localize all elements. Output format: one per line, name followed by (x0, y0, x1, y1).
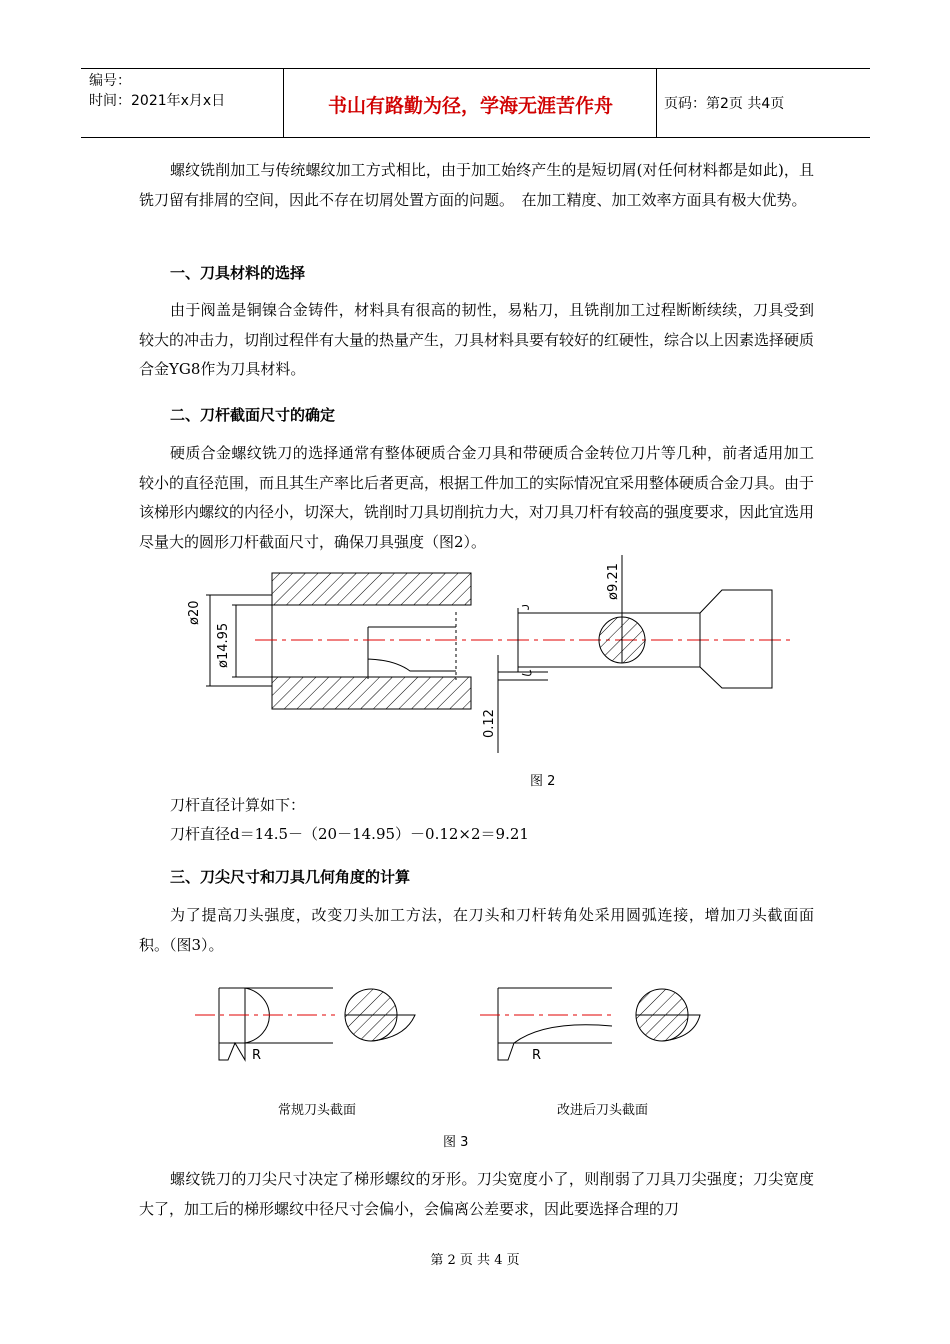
calc-label: 刀杆直径计算如下： (170, 796, 306, 814)
header-number-label: 编号： (89, 73, 131, 89)
section-1-heading: 一、刀具材料的选择 (170, 264, 306, 282)
calc-formula: 刀杆直径d＝14.5－（20－14.95）－0.12×2＝9.21 (170, 825, 529, 843)
header-time-label: 时间：2021年x月x日 (89, 93, 226, 109)
intro-paragraph: 螺纹铣削加工与传统螺纹加工方式相比，由于加工始终产生的是短切屑(对任何材料都是如此)，且铣刀留有排屑的空间，因此不存在切屑处置方面的问题。 在加工精度、加工效率方面具有极大优势。 (139, 161, 814, 209)
radius-label-right: R (532, 1048, 542, 1063)
dim-tool-label: ø9.21 (606, 563, 621, 600)
radius-label-left: R (252, 1048, 262, 1063)
dim-outer-label: ø20 (187, 600, 202, 625)
dim-gap-label: 0.12 (482, 709, 497, 738)
dim-inner-label: ø14.95 (216, 622, 231, 668)
header-motto: 书山有路勤为径，学海无涯苦作舟 (327, 95, 613, 117)
section-2-heading: 二、刀杆截面尺寸的确定 (170, 406, 336, 424)
figure-3-right-label: 改进后刀头截面 (557, 1103, 649, 1118)
figure-3-left-label: 常规刀头截面 (278, 1103, 357, 1118)
figure-2-caption: 图 2 (530, 774, 556, 789)
section-3-heading: 三、刀尖尺寸和刀具几何角度的计算 (170, 868, 411, 886)
section-1-paragraph: 由于阀盖是铜镍合金铸件，材料具有很高的韧性，易粘刀，且铣削加工过程断断续续，刀具受到较大的冲击力，切削过程伴有大量的热量产生，刀具材料具要有较好的红硬性，综合以上因素选择硬质合金YG8作为刀具材料。 (139, 301, 815, 378)
section-2-paragraph: 硬质合金螺纹铣刀的选择通常有整体硬质合金刀具和带硬质合金转位刀片等几种，前者适用加工较小的直径范围，而且其生产率比后者更高，根据工件加工的实际情况宜采用整体硬质合金刀具。由于该梯形内螺纹的内径小，切深大，铣削时刀具切削抗力大，对刀具刀杆有较高的强度要求，因此宜选用尽量大的圆形刀杆截面尺寸，确保刀具强度（图2）。 (139, 444, 815, 551)
figure-3-caption: 图 3 (443, 1135, 469, 1150)
page-footer: 第 2 页 共 4 页 (430, 1253, 520, 1268)
section-4-paragraph: 螺纹铣刀的刀尖尺寸决定了梯形螺纹的牙形。刀尖宽度小了，则削弱了刀具刀尖强度；刀尖宽度大了，加工后的梯形螺纹中径尺寸会偏小，会偏离公差要求，因此要选择合理的刀 (139, 1170, 814, 1218)
section-3-paragraph: 为了提高刀头强度，改变刀头加工方法，在刀头和刀杆转角处采用圆弧连接，增加刀头截面面积。（图3）。 (139, 906, 814, 954)
header-page-label: 页码：第2页 共4页 (664, 96, 785, 112)
